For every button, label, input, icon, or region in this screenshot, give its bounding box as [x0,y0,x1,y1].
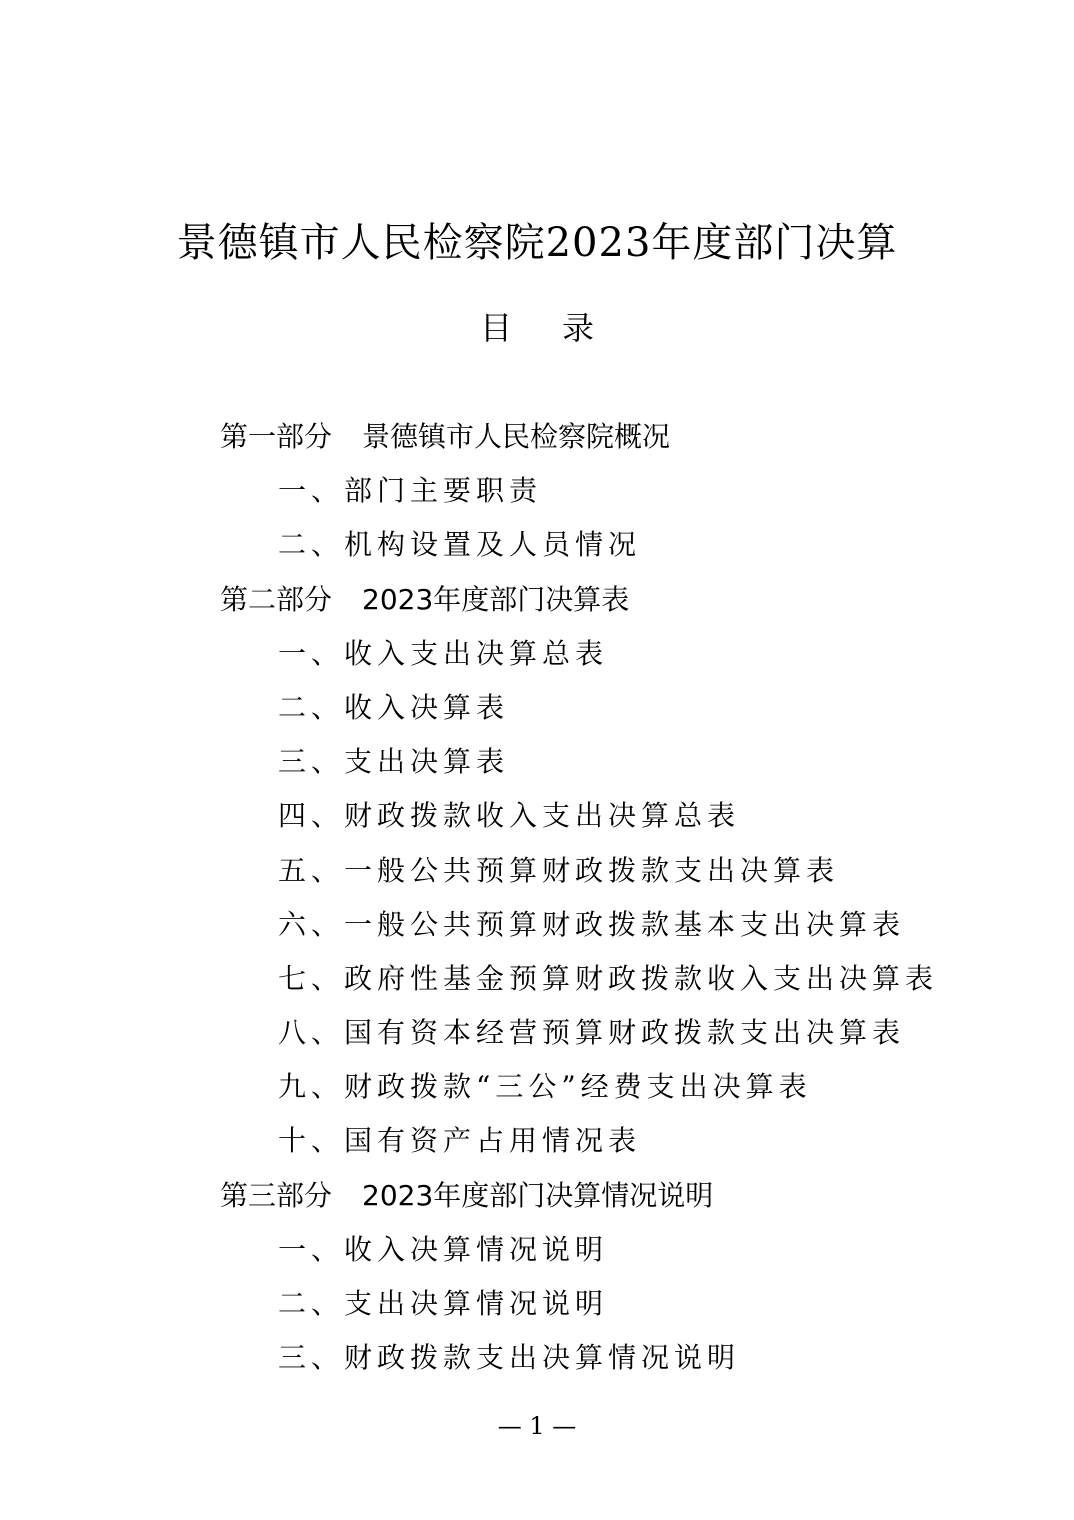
toc-heading: 目录 [479,309,644,347]
toc-item[interactable]: 一、部门主要职责 [278,474,543,508]
toc-part-number: 第二部分 [220,582,333,616]
toc-item[interactable]: 二、机构设置及人员情况 [278,528,642,562]
toc-part-2[interactable] [0,573,1074,627]
toc-item[interactable]: 二、收入决算表 [278,690,510,724]
toc-part-number: 第三部分 [220,1178,333,1212]
toc-part-title: 景德镇市人民检察院概况 [362,420,671,453]
table-of-contents [0,410,1074,1385]
toc-item[interactable]: 五、一般公共预算财政拨款支出决算表 [278,853,840,887]
toc-item[interactable]: 九、财政拨款“三公”经费支出决算表 [278,1070,812,1104]
toc-part-3[interactable] [0,1169,1074,1223]
toc-item[interactable]: 八、国有资本经营预算财政拨款支出决算表 [278,1016,906,1050]
toc-item[interactable]: 三、支出决算表 [278,745,510,779]
toc-item[interactable]: 一、收入支出决算总表 [278,636,609,670]
toc-part-title: 2023年度部门决算表 [362,582,630,616]
toc-item[interactable]: 七、政府性基金预算财政拨款收入支出决算表 [278,961,939,995]
toc-part-1[interactable] [0,410,1074,464]
toc-item[interactable]: 六、一般公共预算财政拨款基本支出决算表 [278,907,906,941]
toc-item[interactable]: 三、财政拨款支出决算情况说明 [278,1341,741,1375]
document-title: 景德镇市人民检察院2023年度部门决算 [176,219,898,266]
toc-item[interactable]: 十、国有资产占用情况表 [278,1124,642,1158]
toc-part-number: 第一部分 [220,420,333,453]
page-number: — 1 — [497,1412,577,1440]
toc-item[interactable]: 二、支出决算情况说明 [278,1287,609,1320]
toc-item[interactable]: 一、收入决算情况说明 [278,1232,609,1266]
toc-part-title: 2023年度部门决算情况说明 [362,1178,714,1212]
toc-item[interactable]: 四、财政拨款收入支出决算总表 [278,799,741,833]
